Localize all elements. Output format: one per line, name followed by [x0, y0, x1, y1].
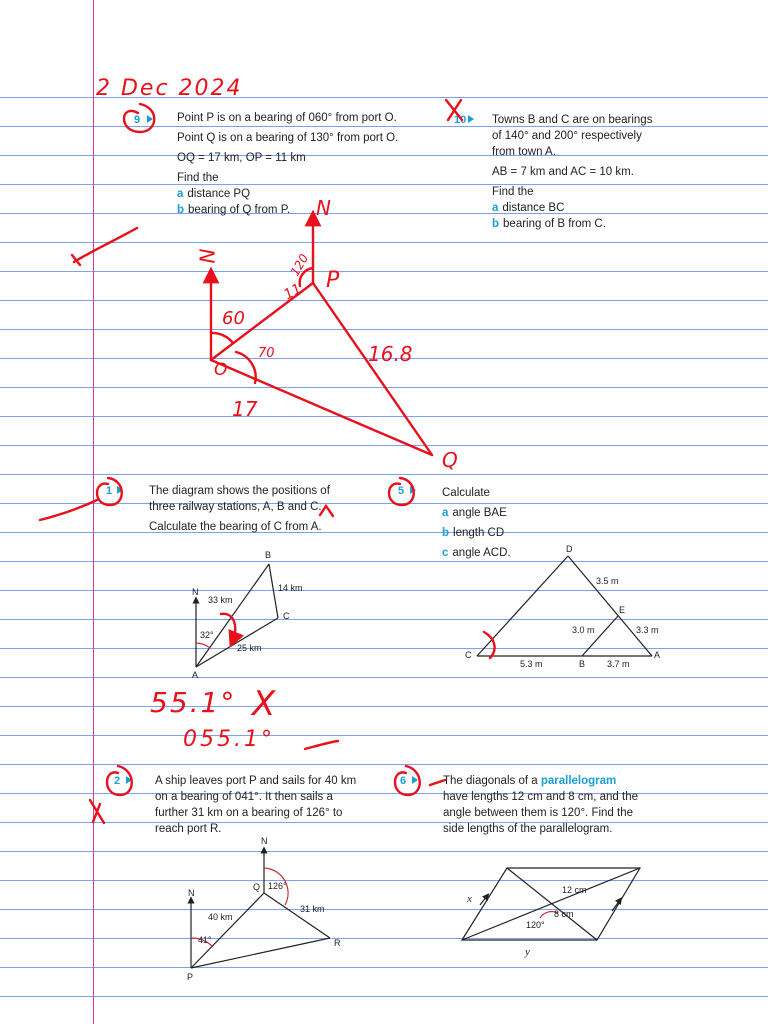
- q5-part-c-text: angle ACD.: [452, 547, 511, 559]
- handwritten-date: 2 Dec 2024: [96, 76, 243, 101]
- question-number-6: 6: [400, 775, 407, 787]
- q1-label-ab: 33 km: [208, 595, 233, 605]
- q5-label-de: 3.5 m: [596, 576, 619, 586]
- question-number-2: 2: [114, 775, 121, 787]
- q9-sketch-north: N: [195, 248, 220, 264]
- q5-label-e: E: [619, 605, 626, 615]
- q5-part-b-label: b: [442, 527, 450, 539]
- q9-part-a-label: a: [177, 188, 184, 200]
- q9-sketch-q: Q: [442, 448, 458, 472]
- q9-sketch-angle-60: 60: [222, 308, 245, 329]
- q2-label-ang2: 126°: [268, 881, 287, 891]
- q1-label-n: N: [192, 587, 199, 597]
- q2-label-pq: 40 km: [208, 912, 233, 922]
- parallelogram-link[interactable]: parallelogram: [540, 775, 617, 787]
- q2-label-n2: N: [261, 836, 268, 846]
- q5-label-b: B: [579, 659, 586, 669]
- q9-sketch-origin: O: [214, 360, 228, 380]
- question-number-10: 10: [454, 114, 467, 126]
- q9-line-2: Point Q is on a bearing of 130° from port O.: [177, 132, 399, 144]
- q1-answer-1: 55.1°: [150, 686, 237, 719]
- q10-part-a-text: distance BC: [502, 202, 565, 214]
- q10-part-b-text: bearing of B from C.: [503, 218, 606, 230]
- q5-label-d: D: [566, 544, 573, 554]
- q5-label-ea: 3.3 m: [636, 625, 659, 635]
- q9-line-1: Point P is on a bearing of 060° from port O.: [177, 112, 397, 124]
- q9-sketch-op: 11: [281, 280, 305, 304]
- q9-sketch-angle-120: 120: [287, 251, 312, 279]
- q5-part-a-label: a: [442, 507, 449, 519]
- q9-sketch-north-2: N: [316, 196, 331, 220]
- q1-label-a: A: [192, 670, 199, 680]
- q9-part-b-text: bearing of Q from P.: [188, 204, 291, 216]
- q10-line-2: AB = 7 km and AC = 10 km.: [492, 166, 634, 178]
- q9-sketch-pq: 16.8: [368, 342, 413, 366]
- q2-line-1: A ship leaves port P and sails for 40 km: [155, 775, 357, 787]
- q2-label-q: Q: [253, 882, 261, 892]
- q10-part-b-label: b: [492, 218, 500, 230]
- q1-label-angle: 32°: [200, 630, 214, 640]
- q5-diagram: [477, 556, 652, 656]
- q5-part-a-text: angle BAE: [452, 507, 507, 519]
- q6-line-2: have lengths 12 cm and 8 cm, and the: [443, 791, 638, 803]
- q6-label-ang: 120°: [526, 920, 545, 930]
- q5-label-ba: 3.7 m: [607, 659, 630, 669]
- q1-label-ac: 25 km: [237, 643, 262, 653]
- q9-line-3: OQ = 17 km, OP = 11 km: [177, 152, 306, 164]
- q1-label-c: C: [283, 611, 290, 621]
- q5-label-a: A: [654, 650, 661, 660]
- q10-line-1b: of 140° and 200° respectively: [492, 130, 642, 142]
- q6-line-3: angle between them is 120°. Find the: [443, 807, 633, 819]
- q9-line-4: Find the: [177, 172, 219, 184]
- q6-line-1a: The diagonals of a: [443, 775, 541, 787]
- q2-label-ang1: 41°: [198, 935, 212, 945]
- q2-label-p: P: [187, 972, 194, 982]
- q2-line-2: on a bearing of 041°. It then sails a: [155, 791, 333, 803]
- q9-part-b-label: b: [177, 204, 185, 216]
- q6-label-y: y: [525, 946, 530, 958]
- q5-title: Calculate: [442, 487, 490, 499]
- q2-label-r: R: [334, 938, 341, 948]
- q1-answer-2: 055.1°: [183, 727, 275, 752]
- q9-sketch-p: P: [326, 268, 340, 293]
- q5-part-c-label: c: [442, 547, 449, 559]
- q5-label-cb: 5.3 m: [520, 659, 543, 669]
- q9-part-a-text: distance PQ: [187, 188, 251, 200]
- q10-part-a-label: a: [492, 202, 499, 214]
- q10-line-1c: from town A.: [492, 146, 556, 158]
- q1-label-bc: 14 km: [278, 583, 303, 593]
- q1-line-2: Calculate the bearing of C from A.: [149, 521, 322, 533]
- q1-cross: X: [252, 684, 276, 724]
- q6-line-4: side lengths of the parallelogram.: [443, 823, 613, 835]
- question-number-9: 9: [134, 114, 141, 126]
- q1-line-1a: The diagram shows the positions of: [149, 485, 330, 497]
- q6-label-d2: 8 cm: [554, 909, 574, 919]
- q6-diagram: [462, 868, 640, 940]
- q5-part-b-text: length CD: [453, 527, 505, 539]
- q10-line-3: Find the: [492, 186, 534, 198]
- question-number-5: 5: [398, 485, 405, 497]
- q6-label-x: x: [467, 893, 472, 905]
- q2-label-qr: 31 km: [300, 904, 325, 914]
- q2-line-4: reach port R.: [155, 823, 222, 835]
- q9-sketch-angle-70: 70: [258, 346, 275, 361]
- q2-line-3: further 31 km on a bearing of 126° to: [155, 807, 343, 819]
- q1-line-1b: three railway stations, A, B and C.: [149, 501, 322, 513]
- q10-line-1a: Towns B and C are on bearings: [492, 114, 653, 126]
- q2-label-n1: N: [188, 888, 195, 898]
- q1-label-b: B: [265, 550, 272, 560]
- question-number-1: 1: [106, 485, 113, 497]
- q9-sketch-oq: 17: [232, 397, 258, 421]
- q6-label-d1: 12 cm: [562, 885, 587, 895]
- q5-label-be: 3.0 m: [572, 625, 595, 635]
- q5-label-c: C: [465, 650, 472, 660]
